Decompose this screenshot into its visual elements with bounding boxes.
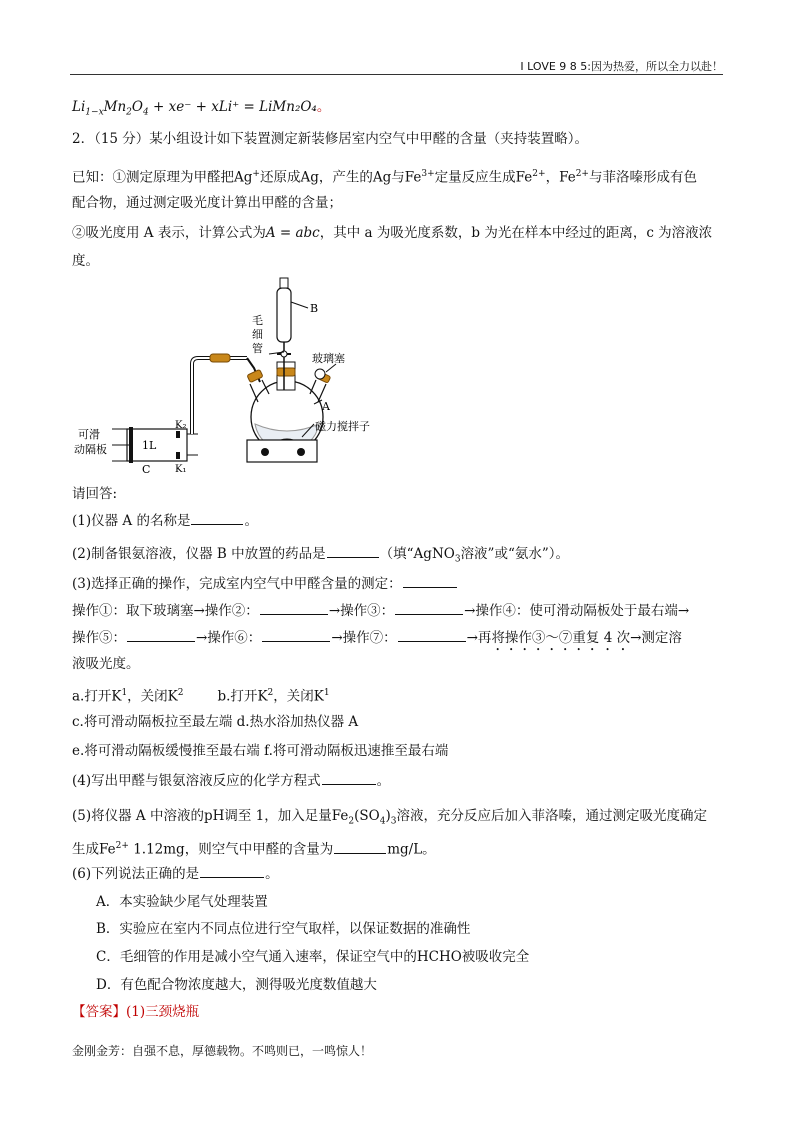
answer-blank-op6[interactable] (262, 627, 330, 642)
operation-line-2: 操作⑤： →操作⑥： →操作⑦： →再将操作③～⑦重复 4 次→测定溶 (72, 627, 682, 654)
label-movable-1: 可滑 (78, 428, 100, 441)
answer-blank-op2[interactable] (260, 600, 328, 615)
answer-blank-2[interactable] (327, 543, 379, 558)
label-capillary-3: 管 (252, 342, 263, 355)
known-1-line: 已知：①测定原理为甲醛把Ag+还原成Ag，产生的Ag与$Fe^{3+}$定量反应生成$Fe^{2+}$，$Fe^{2+}$与菲洛嗪形成有色 (72, 169, 697, 186)
answer-tag: 【答案】 (72, 1004, 126, 1020)
question-6: (6)下列说法正确的是 。 (72, 863, 279, 884)
question-2-intro: 2．（15 分）某小组设计如下装置测定新装修居室内空气中甲醛的含量（夹持装置略）。 (72, 131, 589, 147)
choice-b: B．实验应在室内不同点位进行空气取样，以保证数据的准确性 (96, 921, 471, 937)
answer-blank-5[interactable] (334, 839, 386, 854)
choice-c: C．毛细管的作用是减小空气通入速率，保证空气中的HCHO被吸收完全 (96, 949, 530, 965)
answer-blank-op5[interactable] (127, 627, 195, 642)
top-equation: $Li_{1-x}Mn_2O_4 + xe^- + xLi^+$ = LiMn₂O₄。 (72, 99, 331, 118)
label-volume: 1L (142, 439, 157, 452)
header-rule (70, 74, 723, 75)
choice-a: A．本实验缺少尾气处理装置 (96, 894, 268, 910)
options-ef: e.将可滑动隔板缓慢推至最右端 f.将可滑动隔板迅速推至最右端 (72, 743, 449, 759)
answer-blank-3[interactable] (403, 573, 457, 588)
answer-line (72, 1002, 199, 1022)
label-capillary-2: 细 (252, 328, 263, 341)
operation-line-1: 操作①：取下玻璃塞→操作②： →操作③： →操作④：使可滑动隔板处于最右端→ (72, 600, 689, 621)
answer-blank-op3[interactable] (395, 600, 463, 615)
known-1-line2: 配合物，通过测定吸光度计算出甲醛的含量； (72, 195, 342, 211)
answer-text: (1)三颈烧瓶 (126, 1004, 200, 1020)
known-2-line: ②吸光度用 A 表示，计算公式为A = abc，其中 a 为吸光度系数，b 为光在样本中经过的距离，c 为溶液浓 (72, 225, 713, 241)
label-a: A (322, 400, 330, 413)
label-b: B (310, 302, 319, 315)
ask-line: 请回答: (72, 486, 118, 502)
label-stirrer: 磁力搅拌子 (315, 420, 370, 433)
question-1: (1)仪器 A 的名称是 。 (72, 510, 258, 531)
footer-motto: 金刚金芳：自强不息，厚德载物。不鸣则已，一鸣惊人！ (72, 1044, 373, 1058)
header-slogan: I LOVE 9 8 5:因为热爱，所以全力以赴！ (520, 60, 723, 73)
label-capillary-1: 毛 (252, 314, 263, 327)
known-2-line2: 度。 (72, 253, 99, 269)
choice-d: D．有色配合物浓度越大，测得吸光度数值越大 (96, 977, 377, 993)
operation-line-3: 液吸光度。 (72, 656, 140, 672)
label-k2: K₂ (175, 420, 187, 431)
question-5: (5)将仪器 A 中溶液的pH调至 1，加入足量$Fe_2(SO_4)_3$溶液，充分反应后加入菲洛嗪，通过测定吸光度确定 (72, 808, 707, 827)
label-movable-2: 动隔板 (74, 443, 107, 456)
options-ab: a.打开$K^1$，关闭$K^2$ b.打开$K^2$，关闭$K^1$ (72, 688, 330, 705)
options-cd: c.将可滑动隔板拉至最左端 d.热水浴加热仪器 A (72, 714, 359, 730)
question-3: (3)选择正确的操作，完成室内空气中甲醛含量的测定： (72, 573, 458, 594)
label-stopper: 玻璃塞 (312, 352, 345, 365)
question-2: (2)制备银氨溶液，仪器 B 中放置的药品是 （填“AgNO$_3$溶液”或“氨水”）。 (72, 543, 569, 570)
answer-blank-6[interactable] (200, 863, 264, 878)
label-c: C (142, 463, 151, 476)
answer-blank-1[interactable] (191, 510, 243, 525)
apparatus-diagram (72, 272, 392, 482)
label-k1: K₁ (175, 464, 187, 475)
answer-blank-op7[interactable] (398, 627, 466, 642)
question-5-line2: 生成$Fe^{2+}$ 1.12mg，则空气中甲醛的含量为 mg/L。 (72, 836, 436, 860)
question-4: (4)写出甲醛与银氨溶液反应的化学方程式 。 (72, 770, 390, 791)
answer-blank-4[interactable] (322, 770, 376, 785)
